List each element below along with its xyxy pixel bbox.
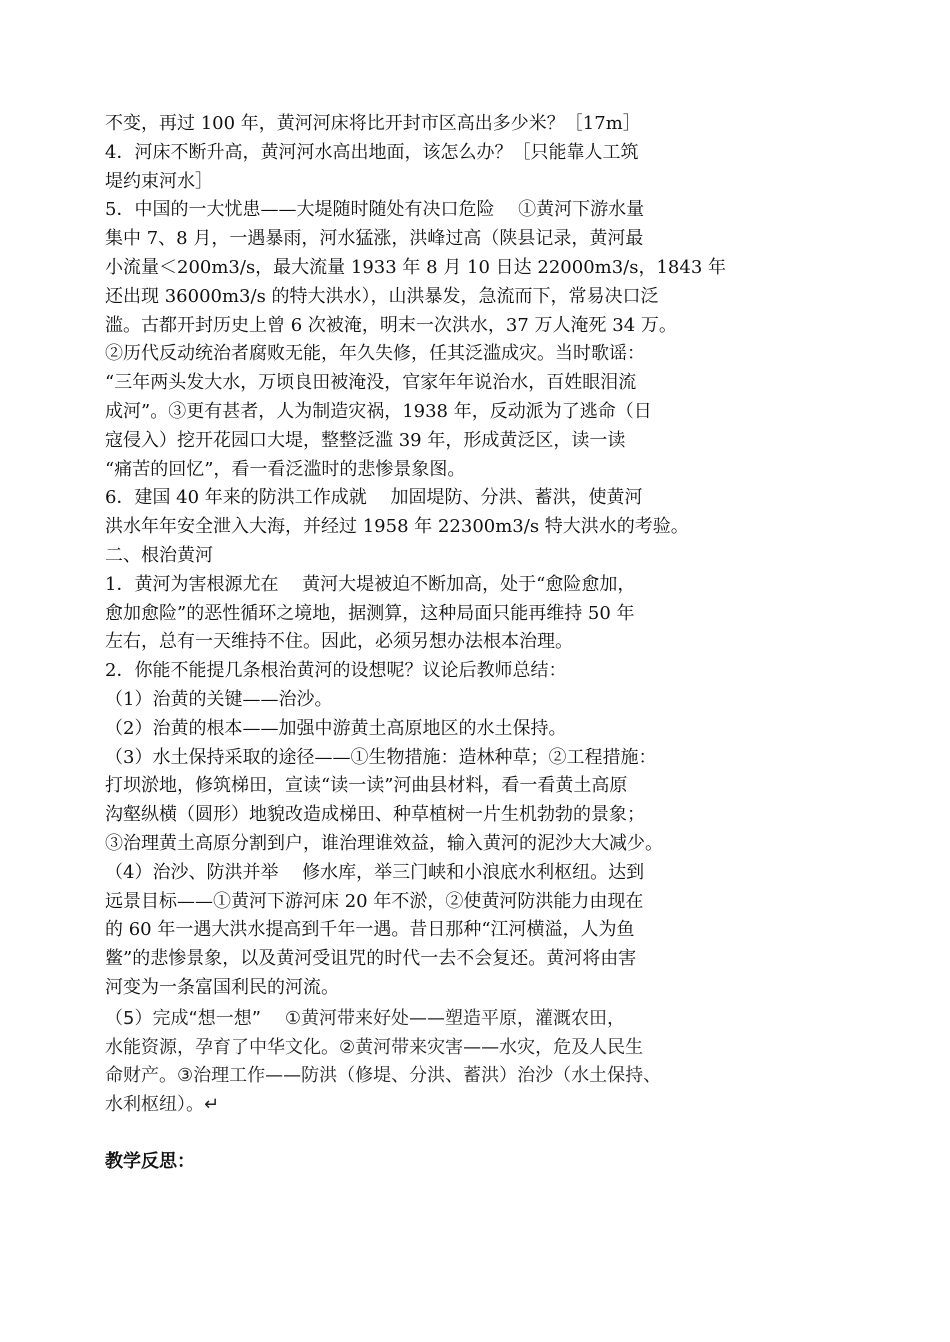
text-line: （1）治黄的关键——治沙。: [105, 688, 333, 710]
text-line: 打坝淤地，修筑梯田，宣读“读一读”河曲县材料，看一看黄土高原: [105, 775, 628, 797]
text-line: 左右，总有一天维持不住。因此，必须另想办法根本治理。: [105, 631, 573, 653]
text-line: 集中 7、8 月，一遇暴雨，河水猛涨，洪峰过高（陕县记录，黄河最: [105, 228, 644, 250]
text-line: 愈加愈险”的恶性循环之境地，据测算，这种局面只能再维持 50 年: [105, 602, 635, 624]
reflection-heading: 教学反思：: [105, 1151, 195, 1172]
text-line: （4）治沙、防洪并举 修水库，举三门峡和小浪底水利枢纽。达到: [105, 861, 645, 883]
text-line: “三年两头发大水，万顷良田被淹没，官家年年说治水，百姓眼泪流: [105, 372, 637, 394]
text-line: （2）治黄的根本——加强中游黄土高原地区的水土保持。: [105, 717, 567, 739]
text-line: 5．中国的一大忧患——大堤随时随处有决口危险 ①黄河下游水量: [105, 199, 645, 221]
text-line: （3）水土保持采取的途径——①生物措施：造林种草；②工程措施：: [105, 746, 657, 768]
document-body: [105, 110, 727, 1120]
text-line: ②历代反动统治者腐败无能，年久失修，任其泛滥成灾。当时歌谣：: [105, 343, 645, 365]
text-line: 河变为一条富国利民的河流。: [105, 976, 339, 998]
scanned-line: （5）完成“想一想” ①黄河带来好处——塑造平原，灌溉农田，: [105, 1007, 625, 1029]
text-line: 滥。古都开封历史上曾 6 次被淹，明末一次洪水，37 万人淹死 34 万。: [105, 314, 677, 336]
text-line: 小流量＜200m3/s，最大流量 1933 年 8 月 10 日达 22000m3/s，1843 年: [105, 256, 727, 278]
text-line: 还出现 36000m3/s 的特大洪水），山洪暴发，急流而下，常易决口泛: [105, 285, 659, 307]
scanned-line: 命财产。③治理工作——防洪（修堤、分洪、蓄洪）治沙（水土保持、: [105, 1065, 662, 1087]
scanned-line: 水能资源，孕育了中华文化。②黄河带来灾害——水灾，危及人民生: [105, 1036, 644, 1058]
text-line: 不变，再过 100 年，黄河河床将比开封市区高出多少米？［17m］: [105, 113, 641, 134]
text-line: 寇侵入）挖开花园口大堤，整整泛滥 39 年，形成黄泛区，读一读: [105, 429, 626, 451]
text-lines: [105, 110, 727, 1003]
text-line: 2．你能不能提几条根治黄河的设想呢？议论后教师总结：: [105, 660, 567, 682]
scanned-line: 水利枢纽）。↵: [105, 1094, 220, 1116]
text-line: 鳖”的悲惨景象，以及黄河受诅咒的时代一去不会复还。黄河将由害: [105, 948, 637, 970]
scanned-paragraph: [105, 1005, 705, 1120]
text-line: 1．黄河为害根源尤在 黄河大堤被迫不断加高，处于“愈险愈加，: [105, 573, 636, 595]
text-line: 二、根治黄河: [105, 544, 213, 566]
text-line: 的 60 年一遇大洪水提高到千年一遇。昔日那种“江河横溢，人为鱼: [105, 919, 635, 941]
text-line: 4．河床不断升高，黄河河水高出地面，该怎么办？［只能靠人工筑: [105, 141, 639, 163]
text-line: ③治理黄土高原分割到户，谁治理谁效益，输入黄河的泥沙大大减少。: [105, 832, 663, 854]
text-line: 成河”。③更有甚者，人为制造灾祸，1938 年，反动派为了逃命（日: [105, 400, 652, 422]
text-line: “痛苦的回忆”，看一看泛滥时的悲惨景象图。: [105, 458, 466, 480]
text-line: 堤约束河水］: [105, 170, 213, 192]
text-line: 远景目标——①黄河下游河床 20 年不淤，②使黄河防洪能力由现在: [105, 890, 644, 912]
text-line: 6．建国 40 年来的防洪工作成就 加固堤防、分洪、蓄洪，使黄河: [105, 487, 643, 509]
text-line: 沟壑纵横（圆形）地貌改造成梯田、种草植树一片生机勃勃的景象；: [105, 804, 645, 826]
text-line: 洪水年年安全泄入大海，并经过 1958 年 22300m3/s 特大洪水的考验。: [105, 516, 689, 538]
